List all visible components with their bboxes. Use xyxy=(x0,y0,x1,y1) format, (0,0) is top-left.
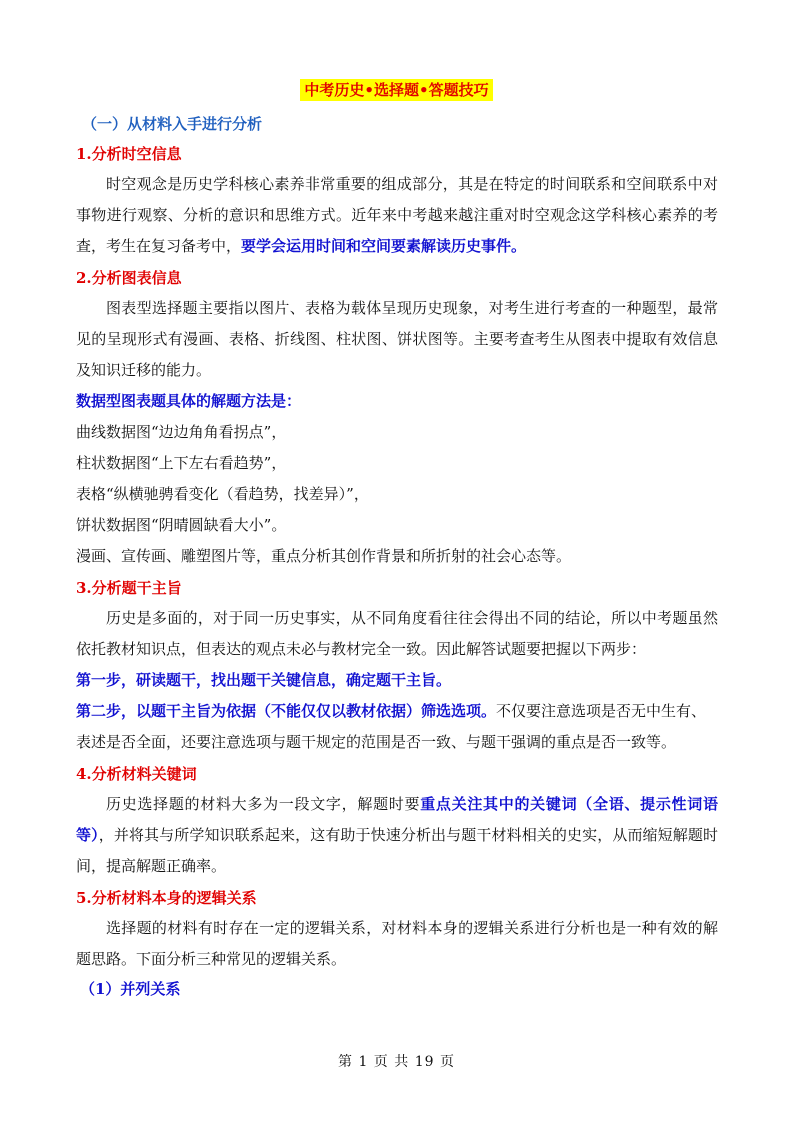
emphasis-text: 重点关注其中的关键词（全语、提示性词语等） xyxy=(76,795,718,844)
paragraph-logic: 选择题的材料有时存在一定的逻辑关系，对材料本身的逻辑关系进行分析也是一种有效的解题思路。下面分析三种常见的逻辑关系。 xyxy=(76,919,718,968)
subheading-parallel: （1）并列关系 xyxy=(80,980,181,998)
method-line: 表格“纵横驰骋看变化（看趋势，找差异）”， xyxy=(76,485,369,503)
heading-logic: 5.分析材料本身的逻辑关系 xyxy=(76,889,257,907)
paragraph-spatiotemporal xyxy=(76,169,718,262)
paragraph-keywords xyxy=(76,789,718,882)
section-heading-1: （一）从材料入手进行分析 xyxy=(82,115,263,133)
step-one: 第一步，研读题干，找出题干关键信息，确定题干主旨。 xyxy=(76,671,452,689)
paragraph-text: 时空观念是历史学科核心素养非常重要的组成部分，其是在特定的时间联系和空间联系中对事物进行观察、分析的意识和思维方式。近年来中考越来越注重对时空观念这学科核心素养的考查，考生在复习备考中， xyxy=(76,175,718,255)
heading-keywords: 4.分析材料关键词 xyxy=(76,765,197,783)
emphasis-text: 第二步，以题干主旨为依据（不能仅仅以教材依据）筛选选项。 xyxy=(76,702,497,720)
title-wrapper xyxy=(0,79,793,101)
heading-spatiotemporal: 1.分析时空信息 xyxy=(76,145,182,163)
paragraph-text: 不仅要注意选项是否无中生有、表述是否全面，还要注意选项与题干规定的范围是否一致、与题干强调的重点是否一致等。 xyxy=(76,702,707,751)
paragraph-text: ，并将其与所学知识联系起来，这有助于快速分析出与题干材料相关的史实，从而缩短解题时间，提高解题正确率。 xyxy=(76,826,718,875)
emphasis-text: 要学会运用时间和空间要素解读历史事件。 xyxy=(241,237,527,255)
heading-stem-theme: 3.分析题干主旨 xyxy=(76,579,182,597)
method-heading: 数据型图表题具体的解题方法是： xyxy=(76,392,302,410)
method-line: 柱状数据图“上下左右看趋势”， xyxy=(76,454,287,472)
document-title: 中考历史•选择题•答题技巧 xyxy=(300,79,492,101)
paragraph-text: 历史选择题的材料大多为一段文字，解题时要 xyxy=(106,795,421,813)
document-content xyxy=(76,111,718,1003)
method-line: 曲线数据图“边边角角看拐点”， xyxy=(76,423,287,441)
heading-charts: 2.分析图表信息 xyxy=(76,269,182,287)
step-two xyxy=(76,696,718,758)
method-line: 饼状数据图“阴晴圆缺看大小”。 xyxy=(76,516,287,534)
page-number: 第 1 页 共 19 页 xyxy=(338,1054,455,1070)
paragraph-charts: 图表型选择题主要指以图片、表格为载体呈现历史现象，对考生进行考查的一种题型，最常见的呈现形式有漫画、表格、折线图、柱状图、饼状图等。主要考查考生从图表中提取有效信息及知识迁移的能力。 xyxy=(76,299,718,379)
method-line: 漫画、宣传画、雕塑图片等，重点分析其创作背景和所折射的社会心态等。 xyxy=(76,547,572,565)
paragraph-stem-theme: 历史是多面的，对于同一历史事实，从不同角度看往往会得出不同的结论，所以中考题虽然依托教材知识点，但表达的观点未必与教材完全一致。因此解答试题要把握以下两步： xyxy=(76,609,718,658)
